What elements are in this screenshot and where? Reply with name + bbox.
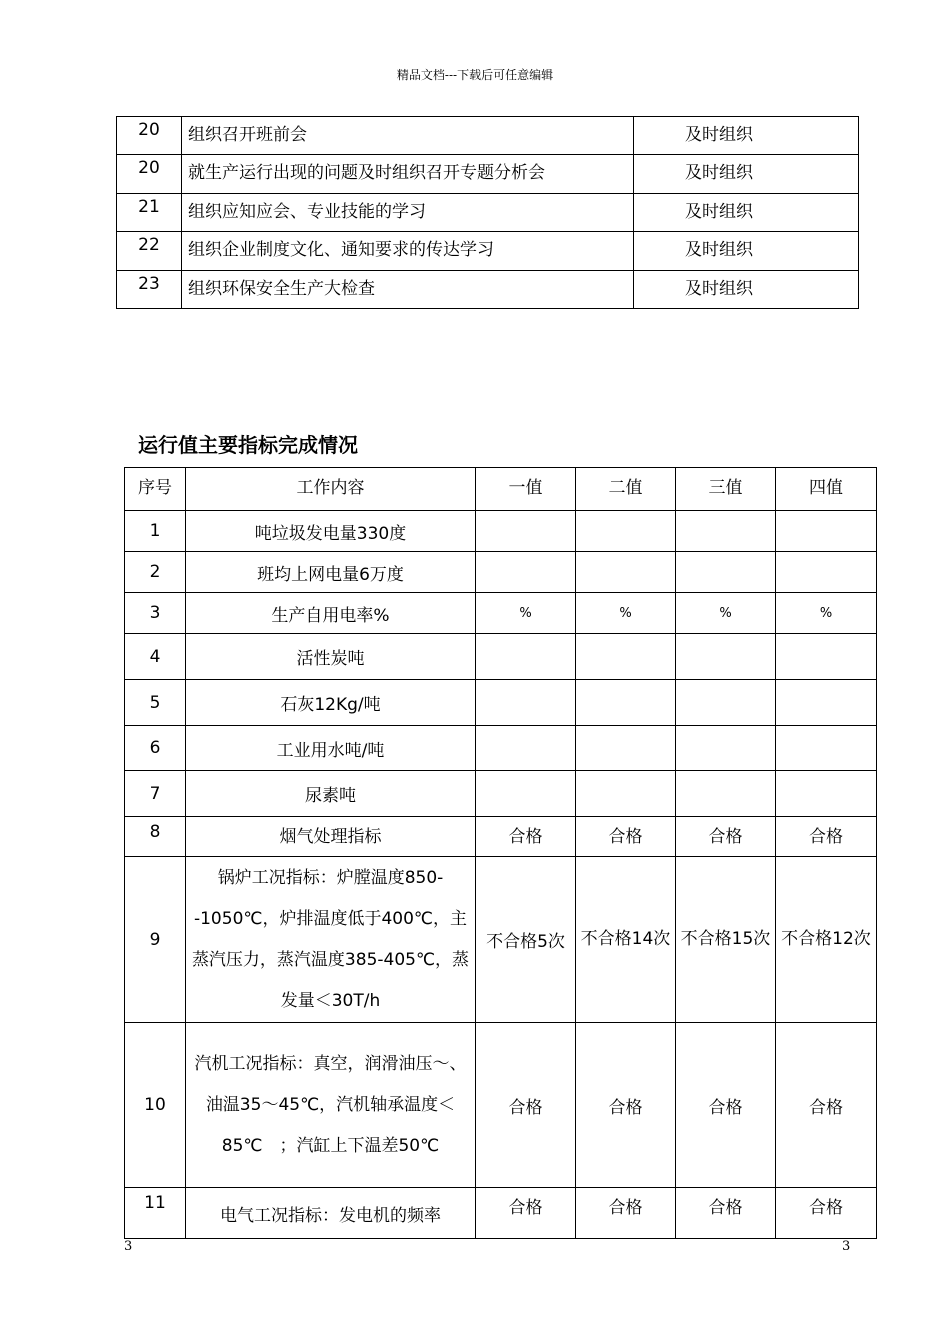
row-number: 1: [125, 511, 186, 552]
row-value-shift-3: 合格: [676, 1023, 776, 1188]
row-value-shift-2: [576, 511, 676, 552]
row-value-shift-3: [676, 680, 776, 726]
row-value-shift-1: [476, 680, 576, 726]
row-value-shift-2: [576, 552, 676, 593]
row-value-shift-1: 合格: [476, 1188, 576, 1239]
row-value-shift-2: 合格: [576, 1188, 676, 1239]
table-row: [125, 771, 877, 817]
row-value-shift-1: [476, 771, 576, 817]
row-value-shift-3: [676, 552, 776, 593]
row-content: 尿素吨: [186, 771, 476, 817]
row-value-shift-1: 合格: [476, 1023, 576, 1188]
table-row: [125, 1188, 877, 1239]
row-content: 电气工况指标：发电机的频率: [186, 1188, 476, 1239]
row-value-shift-2: [576, 771, 676, 817]
row-status: 及时组织: [634, 155, 859, 193]
row-number: 7: [125, 771, 186, 817]
column-header-shift-4: 四值: [776, 468, 877, 511]
row-value-shift-1: [476, 552, 576, 593]
row-number: 21: [117, 193, 182, 231]
row-value-shift-3: 合格: [676, 1188, 776, 1239]
row-status: 及时组织: [634, 117, 859, 155]
row-value-shift-2: [576, 726, 676, 771]
table-row: [117, 155, 859, 193]
table-row: [125, 1023, 877, 1188]
row-item: 组织应知应会、专业技能的学习: [182, 193, 634, 231]
row-content: 锅炉工况指标：炉膛温度850--1050℃，炉排温度低于400℃，主蒸汽压力，蒸汽温度385-405℃，蒸发量＜30T/h: [186, 857, 476, 1023]
row-value-shift-2: 不合格14次: [576, 857, 676, 1023]
row-value-shift-2: %: [576, 593, 676, 634]
row-value-shift-3: 合格: [676, 817, 776, 857]
row-number: 23: [117, 270, 182, 308]
row-content: 活性炭吨: [186, 634, 476, 680]
row-number: 2: [125, 552, 186, 593]
row-number: 6: [125, 726, 186, 771]
row-value-shift-4: [776, 511, 877, 552]
table-row: [125, 634, 877, 680]
row-value-shift-3: %: [676, 593, 776, 634]
row-value-shift-2: [576, 634, 676, 680]
row-value-shift-4: 合格: [776, 1188, 877, 1239]
row-number: 9: [125, 857, 186, 1023]
row-value-shift-2: [576, 680, 676, 726]
row-item: 就生产运行出现的问题及时组织召开专题分析会: [182, 155, 634, 193]
table-row: [125, 857, 877, 1023]
row-value-shift-3: [676, 511, 776, 552]
row-content: 生产自用电率%: [186, 593, 476, 634]
row-value-shift-1: %: [476, 593, 576, 634]
row-value-shift-3: [676, 771, 776, 817]
row-value-shift-4: 合格: [776, 1023, 877, 1188]
row-number: 5: [125, 680, 186, 726]
row-content: 石灰12Kg/吨: [186, 680, 476, 726]
column-header-number: 序号: [125, 468, 186, 511]
row-item: 组织环保安全生产大检查: [182, 270, 634, 308]
column-header-shift-3: 三值: [676, 468, 776, 511]
row-value-shift-4: %: [776, 593, 877, 634]
row-value-shift-4: [776, 552, 877, 593]
page-number-right: 3: [842, 1239, 851, 1254]
row-value-shift-1: [476, 511, 576, 552]
table-row: [125, 552, 877, 593]
row-value-shift-1: [476, 726, 576, 771]
row-content: 工业用水吨/吨: [186, 726, 476, 771]
table-row: [117, 270, 859, 308]
row-number: 8: [125, 817, 186, 857]
row-value-shift-1: 不合格5次: [476, 857, 576, 1023]
row-number: 22: [117, 232, 182, 270]
row-number: 20: [117, 117, 182, 155]
row-item: 组织企业制度文化、通知要求的传达学习: [182, 232, 634, 270]
row-value-shift-4: [776, 680, 877, 726]
table-row: [117, 117, 859, 155]
row-value-shift-4: [776, 634, 877, 680]
column-header-content: 工作内容: [186, 468, 476, 511]
row-item: 组织召开班前会: [182, 117, 634, 155]
table-row: [125, 593, 877, 634]
row-content: 吨垃圾发电量330度: [186, 511, 476, 552]
table-row: [125, 817, 877, 857]
row-number: 3: [125, 593, 186, 634]
row-value-shift-1: 合格: [476, 817, 576, 857]
indicator-table: [124, 467, 877, 1239]
column-header-shift-1: 一值: [476, 468, 576, 511]
row-status: 及时组织: [634, 232, 859, 270]
row-number: 11: [125, 1188, 186, 1239]
row-value-shift-4: 不合格12次: [776, 857, 877, 1023]
task-table: [116, 116, 859, 309]
table-row: [117, 193, 859, 231]
row-value-shift-3: [676, 634, 776, 680]
page-header: 精品文档---下载后可任意编辑: [396, 68, 554, 82]
row-value-shift-3: [676, 726, 776, 771]
row-value-shift-4: [776, 726, 877, 771]
row-value-shift-3: 不合格15次: [676, 857, 776, 1023]
row-status: 及时组织: [634, 270, 859, 308]
row-content: 汽机工况指标：真空，润滑油压～、油温35～45℃，汽机轴承温度＜85℃ ；汽缸上下温差50℃: [186, 1023, 476, 1188]
row-content: 烟气处理指标: [186, 817, 476, 857]
row-value-shift-2: 合格: [576, 1023, 676, 1188]
table-row: [125, 726, 877, 771]
page-number-left: 3: [124, 1239, 133, 1254]
table-row: [117, 232, 859, 270]
row-content: 班均上网电量6万度: [186, 552, 476, 593]
row-number: 20: [117, 155, 182, 193]
row-number: 4: [125, 634, 186, 680]
column-header-shift-2: 二值: [576, 468, 676, 511]
section-title: 运行值主要指标完成情况: [138, 433, 358, 457]
row-value-shift-4: 合格: [776, 817, 877, 857]
table-header-row: [125, 468, 877, 511]
table-row: [125, 511, 877, 552]
row-status: 及时组织: [634, 193, 859, 231]
row-number: 10: [125, 1023, 186, 1188]
table-row: [125, 680, 877, 726]
row-value-shift-1: [476, 634, 576, 680]
row-value-shift-2: 合格: [576, 817, 676, 857]
row-value-shift-4: [776, 771, 877, 817]
